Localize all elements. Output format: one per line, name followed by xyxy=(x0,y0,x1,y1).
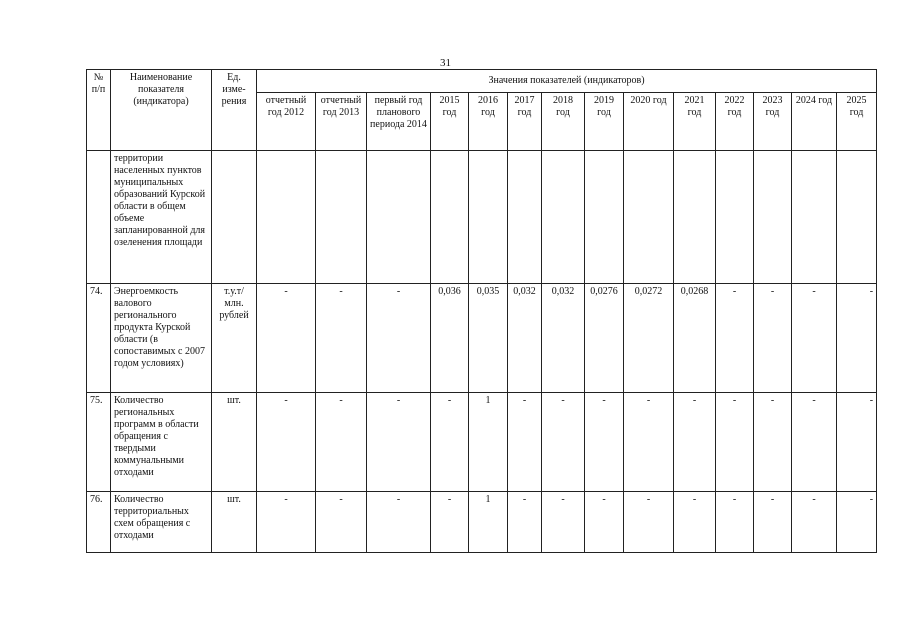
value-cell: 0,0268 xyxy=(674,284,716,393)
value-cell xyxy=(542,151,585,284)
value-cell xyxy=(674,151,716,284)
row-unit: шт. xyxy=(212,393,257,492)
value-cell: 0,032 xyxy=(508,284,542,393)
value-cell: - xyxy=(585,492,624,553)
value-cell xyxy=(716,151,754,284)
value-cell: 0,032 xyxy=(542,284,585,393)
row-num: 76. xyxy=(87,492,111,553)
row-num: 74. xyxy=(87,284,111,393)
value-cell: - xyxy=(792,393,837,492)
value-cell: - xyxy=(316,284,367,393)
value-cell: 0,036 xyxy=(431,284,469,393)
row-name: Количество территориальных схем обращения с отходами xyxy=(111,492,212,553)
table-row xyxy=(87,151,877,284)
value-cell: - xyxy=(674,393,716,492)
value-cell: - xyxy=(367,284,431,393)
header-col: 2025 год xyxy=(837,93,877,151)
value-cell xyxy=(469,151,508,284)
value-cell: - xyxy=(837,393,877,492)
value-cell xyxy=(792,151,837,284)
row-name: территории населенных пунктов муниципальных образований Курской области в общем объеме запланированной для озеленения площади xyxy=(111,151,212,284)
value-cell: - xyxy=(837,492,877,553)
value-cell: - xyxy=(792,284,837,393)
value-cell: - xyxy=(508,393,542,492)
header-col: 2022 год xyxy=(716,93,754,151)
value-cell: - xyxy=(837,284,877,393)
value-cell xyxy=(431,151,469,284)
value-cell: 1 xyxy=(469,393,508,492)
indicators-table xyxy=(86,69,877,553)
value-cell: - xyxy=(792,492,837,553)
row-unit: т.у.т/ млн. рублей xyxy=(212,284,257,393)
value-cell: - xyxy=(624,393,674,492)
value-cell: - xyxy=(674,492,716,553)
value-cell: - xyxy=(754,393,792,492)
value-cell: - xyxy=(542,492,585,553)
header-col: отчетный год 2012 xyxy=(257,93,316,151)
value-cell: - xyxy=(316,492,367,553)
header-col: 2016 год xyxy=(469,93,508,151)
row-num: 75. xyxy=(87,393,111,492)
value-cell: - xyxy=(257,284,316,393)
value-cell: - xyxy=(257,492,316,553)
value-cell: 0,0272 xyxy=(624,284,674,393)
value-cell: - xyxy=(754,284,792,393)
value-cell xyxy=(754,151,792,284)
value-cell: 1 xyxy=(469,492,508,553)
value-cell: 0,0276 xyxy=(585,284,624,393)
value-cell: - xyxy=(585,393,624,492)
header-col: 2015 год xyxy=(431,93,469,151)
header-col: 2024 год xyxy=(792,93,837,151)
header-col: 2019 год xyxy=(585,93,624,151)
value-cell: - xyxy=(542,393,585,492)
header-num: № п/п xyxy=(87,70,111,151)
value-cell: - xyxy=(431,492,469,553)
value-cell xyxy=(837,151,877,284)
value-cell xyxy=(624,151,674,284)
value-cell: - xyxy=(754,492,792,553)
value-cell xyxy=(585,151,624,284)
value-cell: - xyxy=(716,393,754,492)
row-unit xyxy=(212,151,257,284)
header-values-group: Значения показателей (индикаторов) xyxy=(257,70,877,93)
header-col: 2021 год xyxy=(674,93,716,151)
value-cell xyxy=(367,151,431,284)
row-unit: шт. xyxy=(212,492,257,553)
table-row xyxy=(87,492,877,553)
header-row-1 xyxy=(87,70,877,93)
row-num xyxy=(87,151,111,284)
table-row xyxy=(87,284,877,393)
value-cell: - xyxy=(257,393,316,492)
header-col: 2018 год xyxy=(542,93,585,151)
value-cell xyxy=(508,151,542,284)
row-name: Энергоемкость валового регионального продукта Курской области (в сопоставимых с 2007 годом условиях) xyxy=(111,284,212,393)
value-cell: 0,035 xyxy=(469,284,508,393)
value-cell: - xyxy=(367,492,431,553)
header-col: 2017 год xyxy=(508,93,542,151)
table-row xyxy=(87,393,877,492)
header-col: отчетный год 2013 xyxy=(316,93,367,151)
value-cell xyxy=(257,151,316,284)
value-cell: - xyxy=(716,492,754,553)
row-name: Количество региональных программ в области обращения с твердыми коммунальными отходами xyxy=(111,393,212,492)
value-cell: - xyxy=(316,393,367,492)
value-cell: - xyxy=(716,284,754,393)
page-number: 31 xyxy=(440,57,451,69)
value-cell: - xyxy=(431,393,469,492)
header-unit: Ед. изме-рения xyxy=(212,70,257,151)
header-name: Наименование показателя (индикатора) xyxy=(111,70,212,151)
value-cell: - xyxy=(367,393,431,492)
value-cell: - xyxy=(508,492,542,553)
header-col: первый год планового периода 2014 xyxy=(367,93,431,151)
header-col: 2020 год xyxy=(624,93,674,151)
value-cell xyxy=(316,151,367,284)
value-cell: - xyxy=(624,492,674,553)
header-col: 2023 год xyxy=(754,93,792,151)
